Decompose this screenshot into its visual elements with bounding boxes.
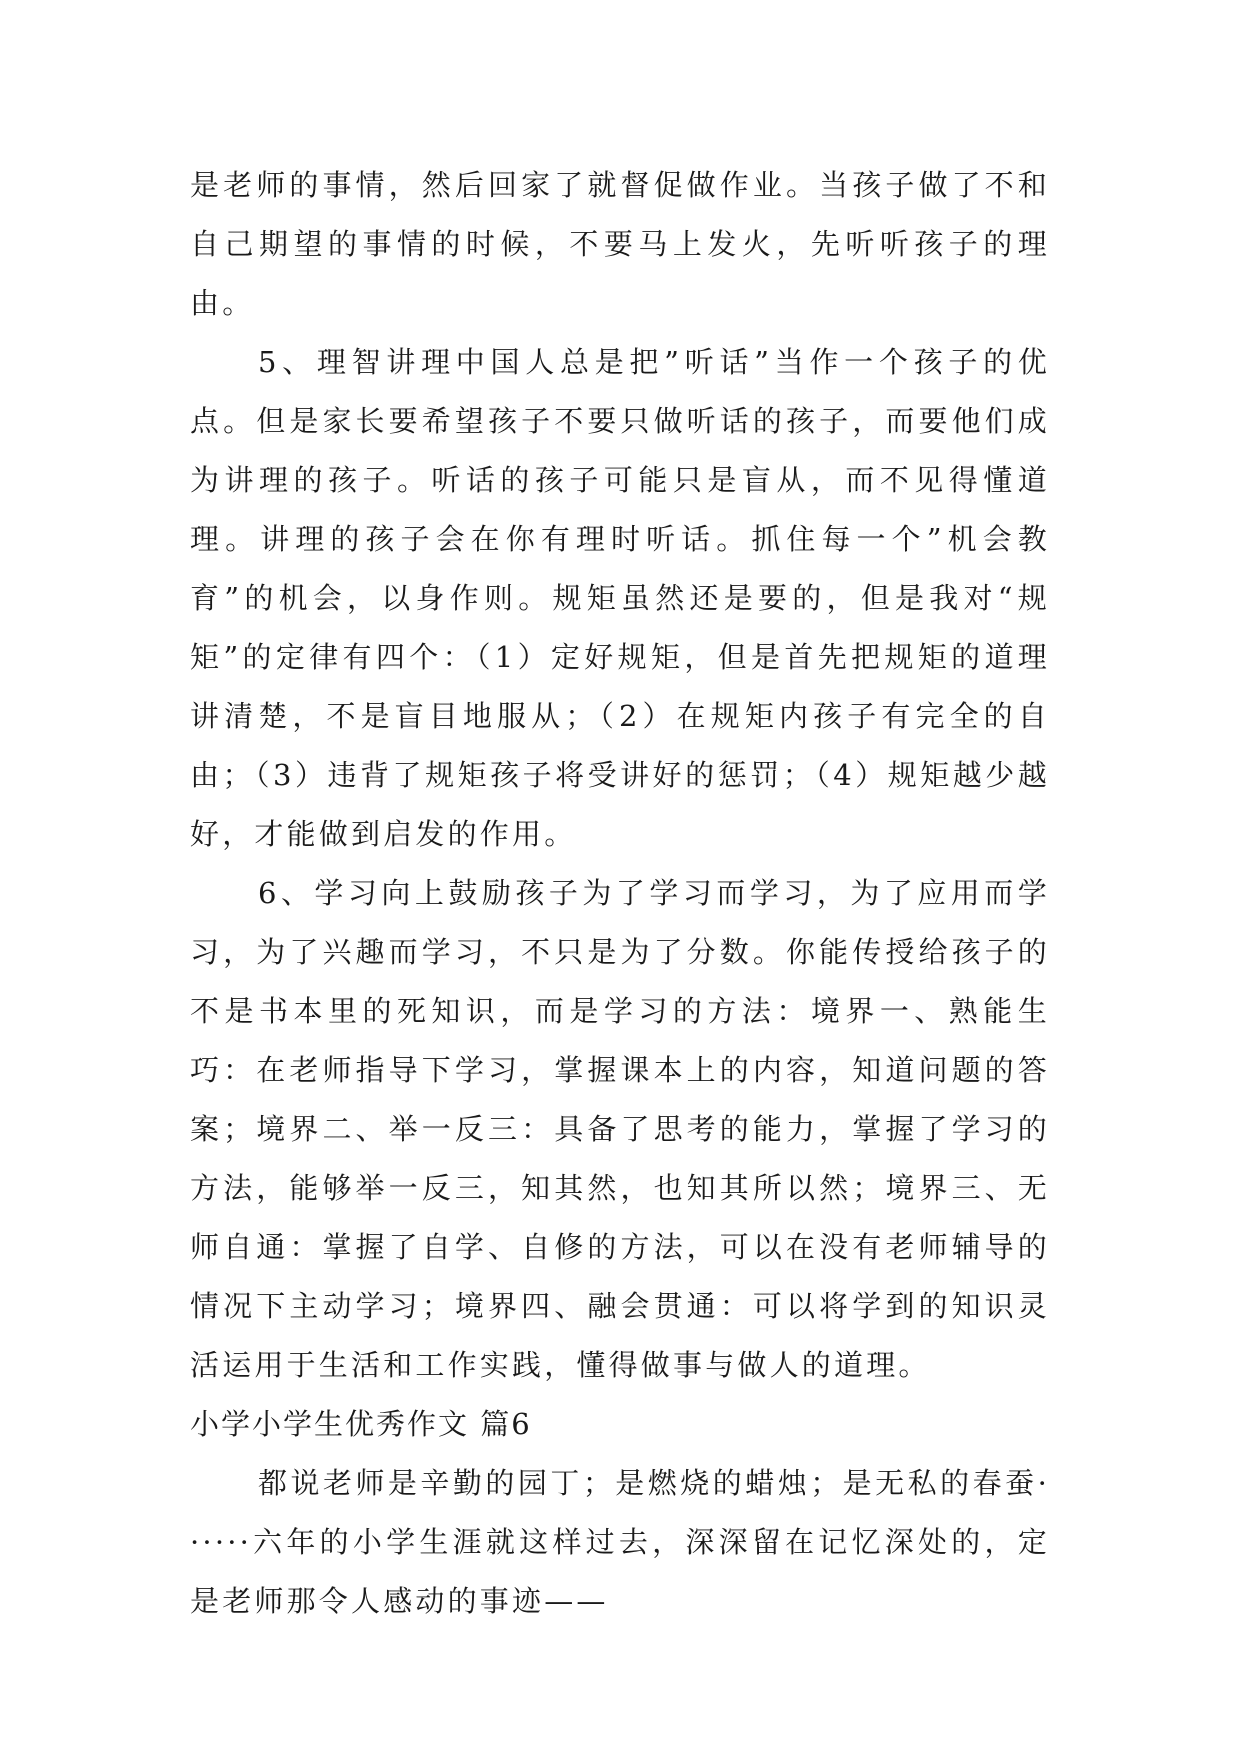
section-heading: 小学小学生优秀作文 篇6 [190, 1407, 532, 1441]
paragraph-section-intro: 都说老师是辛勤的园丁；是燃烧的蜡烛；是无私的春蚕······六年的小学生涯就这样过去，深深留在记忆深处的，定是老师那令人感动的事迹—— [190, 1466, 1050, 1618]
paragraph-item-6: 6、学习向上鼓励孩子为了学习而学习，为了应用而学习，为了兴趣而学习，不只是为了分数。你能传授给孩子的不是书本里的死知识，而是学习的方法：境界一、熟能生巧：在老师指导下学习，掌握课本上的内容，知道问题的答案；境界二、举一反三：具备了思考的能力，掌握了学习的方法，能够举一反三，知其然，也知其所以然；境界三、无师自通：掌握了自学、自修的方法，可以在没有老师辅导的情况下主动学习；境界四、融会贯通：可以将学到的知识灵活运用于生活和工作实践，懂得做事与做人的道理。 [190, 876, 1050, 1382]
document-body [190, 156, 1050, 1631]
paragraph-item-5: 5、理智讲理中国人总是把”听话”当作一个孩子的优点。但是家长要希望孩子不要只做听话的孩子，而要他们成为讲理的孩子。听话的孩子可能只是盲从，而不见得懂道理。讲理的孩子会在你有理时听话。抓住每一个”机会教育”的机会，以身作则。规矩虽然还是要的，但是我对“规矩”的定律有四个：（1）定好规矩，但是首先把规矩的道理讲清楚，不是盲目地服从；（2）在规矩内孩子有完全的自由；（3）违背了规矩孩子将受讲好的惩罚；（4）规矩越少越好，才能做到启发的作用。 [190, 345, 1050, 851]
paragraph-continued: 是老师的事情，然后回家了就督促做作业。当孩子做了不和自己期望的事情的时候，不要马上发火，先听听孩子的理由。 [190, 168, 1050, 320]
